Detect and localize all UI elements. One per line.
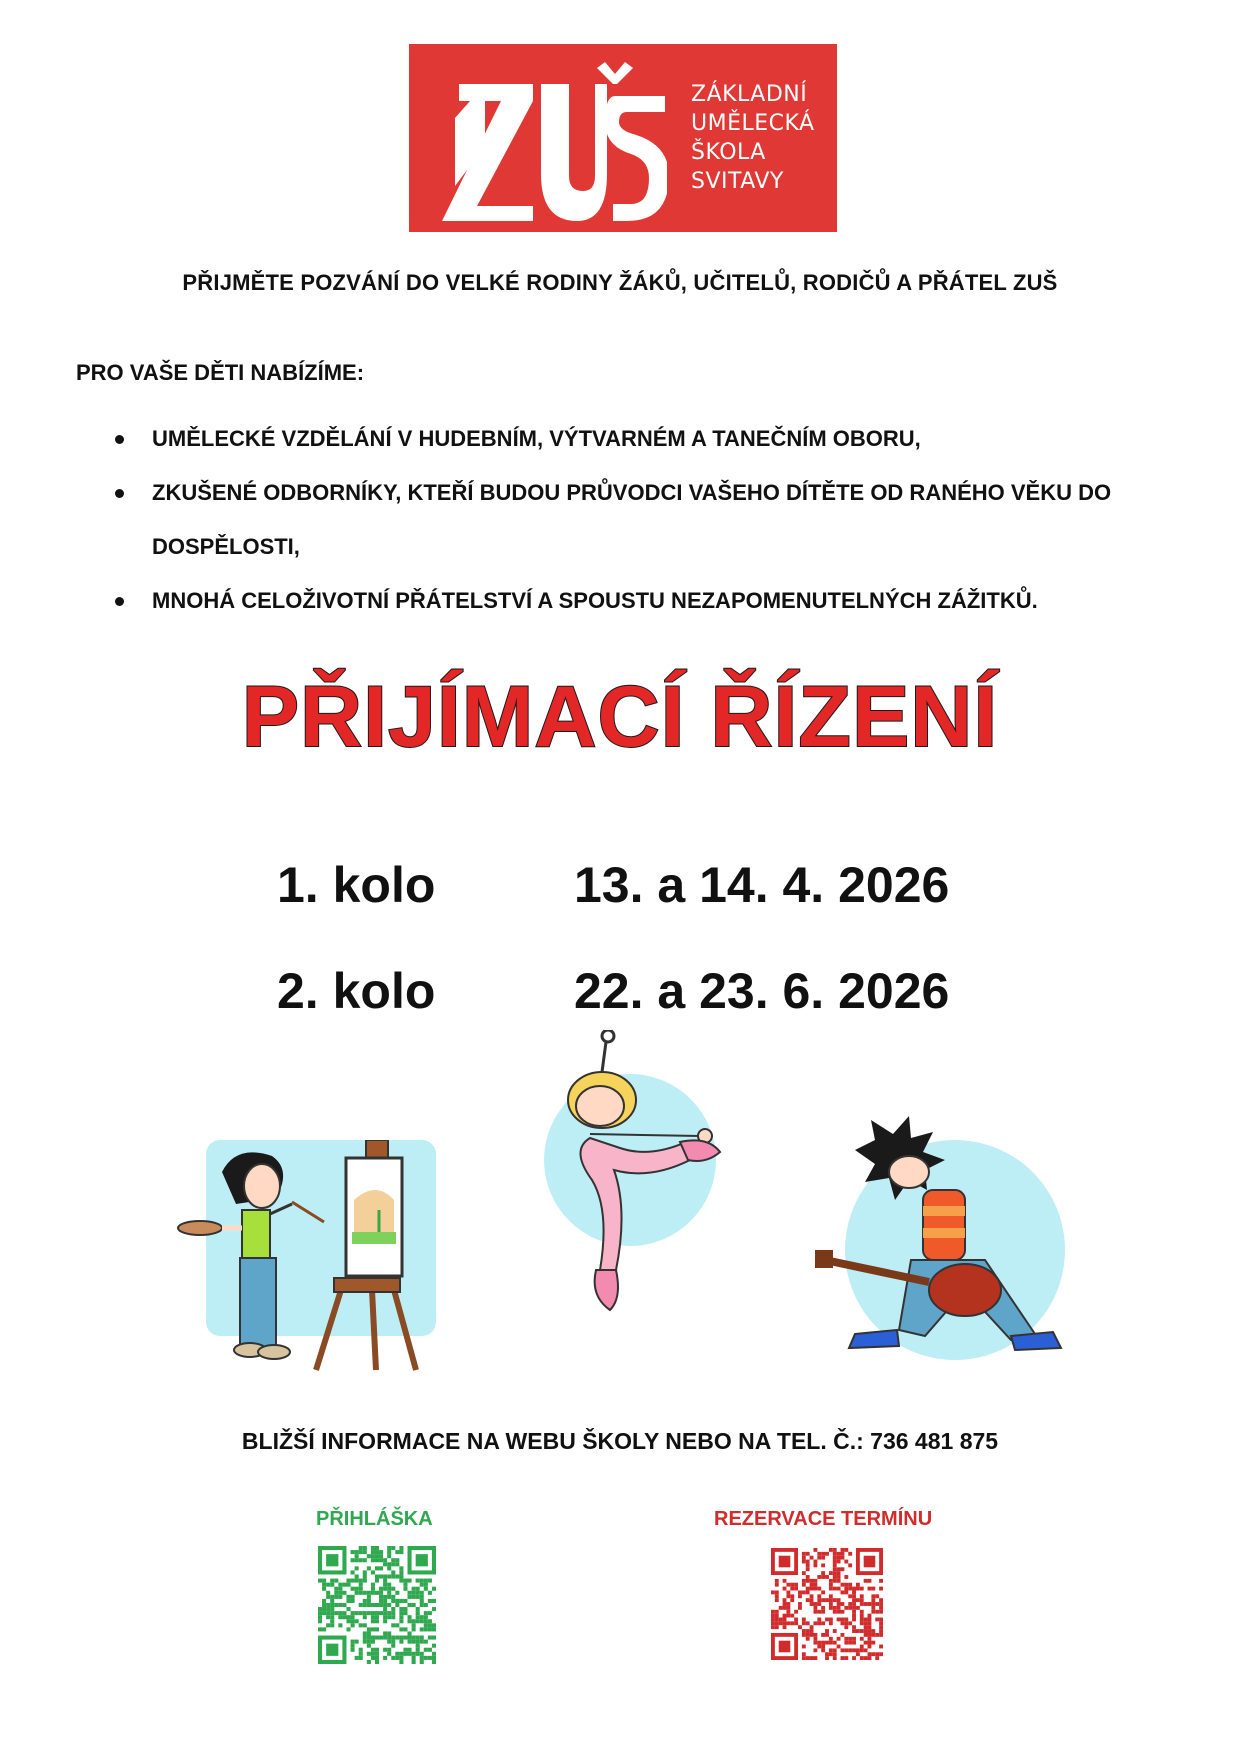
- painter-illustration: [176, 1140, 456, 1380]
- round-date: 13. a 14. 4. 2026: [574, 857, 950, 913]
- offer-item-text: UMĚLECKÉ VZDĚLÁNÍ V HUDEBNÍM, VÝTVARNÉM A TANEČNÍM OBORU,: [152, 426, 921, 451]
- reservation-qr-code[interactable]: [771, 1548, 883, 1660]
- logo-line: ŠKOLA: [691, 140, 766, 165]
- logo-text: [691, 80, 815, 196]
- offer-item-text: MNOHÁ CELOŽIVOTNÍ PŘÁTELSTVÍ A SPOUSTU NEZAPOMENUTELNÝCH ZÁŽITKŮ.: [152, 588, 1038, 613]
- round-date: 22. a 23. 6. 2026: [574, 963, 950, 1019]
- offer-item: [110, 466, 1190, 574]
- round-label: 1. kolo: [277, 857, 436, 913]
- bullet-icon: [115, 489, 124, 498]
- offer-item: [110, 412, 1190, 466]
- logo-line: ZÁKLADNÍ: [691, 82, 808, 107]
- round-label: 2. kolo: [277, 963, 436, 1019]
- logo-line: UMĚLECKÁ: [691, 111, 815, 136]
- zus-logo-mark: [437, 56, 667, 226]
- application-qr-label: PŘIHLÁŠKA: [316, 1508, 433, 1530]
- guitarist-illustration: [815, 1110, 1075, 1370]
- contact-info: BLIŽŠÍ INFORMACE NA WEBU ŠKOLY NEBO NA TEL. Č.: 736 481 875: [241, 1428, 999, 1454]
- reservation-qr-label: REZERVACE TERMÍNU: [714, 1508, 933, 1530]
- bullet-icon: [115, 435, 124, 444]
- offer-list: [110, 412, 1190, 628]
- dancer-illustration: [530, 1030, 750, 1320]
- school-logo: [409, 44, 837, 232]
- offer-heading: PRO VAŠE DĚTI NABÍZÍME:: [76, 360, 365, 385]
- invitation-text: PŘIJMĚTE POZVÁNÍ DO VELKÉ RODINY ŽÁKŮ, UČITELŮ, RODIČŮ A PŘÁTEL ZUŠ: [182, 270, 1058, 295]
- offer-item: [110, 574, 1190, 628]
- application-qr-code[interactable]: [318, 1546, 436, 1664]
- bullet-icon: [115, 597, 124, 606]
- logo-line: SVITAVY: [691, 169, 784, 194]
- offer-item-text: ZKUŠENÉ ODBORNÍKY, KTEŘÍ BUDOU PRŮVODCI VAŠEHO DÍTĚTE OD RANÉHO VĚKU DO DOSPĚLOSTI,: [152, 480, 1112, 559]
- admission-title: PŘIJÍMACÍ ŘÍZENÍ: [241, 669, 999, 765]
